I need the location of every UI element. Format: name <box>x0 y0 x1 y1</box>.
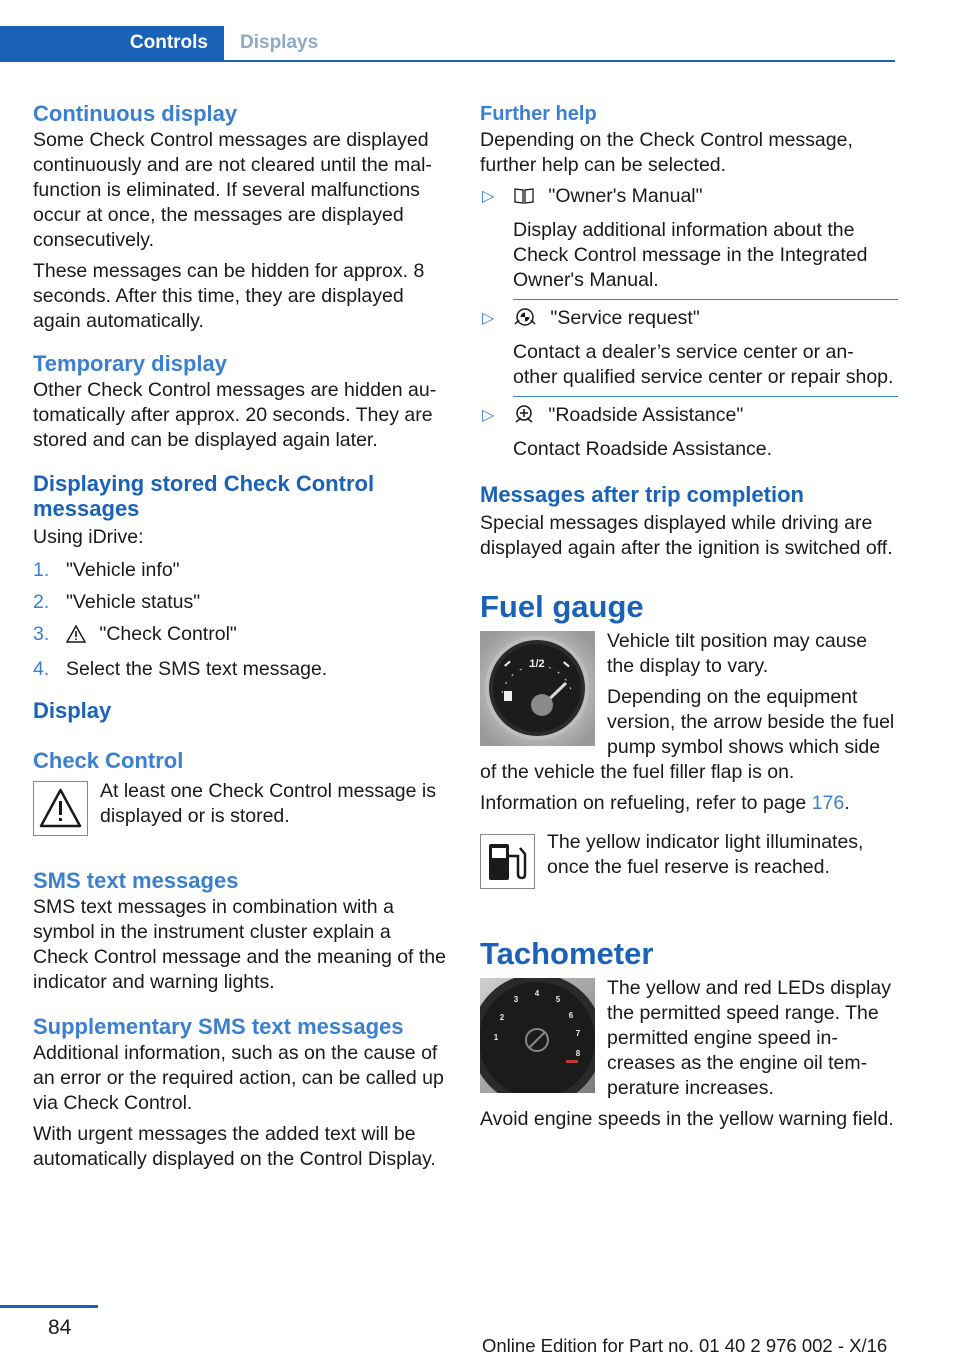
tacho-tick-7: 7 <box>575 1029 581 1038</box>
step-text: "Vehicle info" <box>66 559 180 581</box>
heading-continuous-display: Continuous display <box>33 101 238 126</box>
help-option-description: Display additional information about the Check Control message in the Integrated Owner's Manual. <box>513 219 868 291</box>
heading-further-help: Further help <box>480 103 597 125</box>
step-number: 4. <box>33 658 50 680</box>
heading-messages-after-trip: Messages after trip completion <box>480 482 804 507</box>
step-number: 2. <box>33 591 50 613</box>
tachometer-paragraph-1: The yellow and red LEDs display the permitted speed range. The permitted engine speed in-creases as the engine oil tem-perature increases. <box>607 977 891 1099</box>
trip-paragraph: Special messages displayed while driving are displayed again after the ignition is switched off. <box>480 512 893 559</box>
tachometer-block <box>480 976 898 1107</box>
help-option-description: Contact a dealer’s service center or an-other qualified service center or repair shop. <box>513 341 894 388</box>
tab-displays[interactable]: Displays <box>240 32 319 53</box>
fuel-paragraph-3 <box>480 791 898 816</box>
fuel-pump-icon <box>480 834 535 894</box>
help-option-label: "Roadside Assistance" <box>548 404 744 426</box>
help-option-label: "Service request" <box>550 307 700 329</box>
continuous-paragraph-2: These messages can be hidden for approx. 8 seconds. After this time, they are displayed again automatically. <box>33 260 425 332</box>
tacho-tick-8: 8 <box>575 1049 581 1058</box>
step-text: "Vehicle status" <box>66 591 201 613</box>
help-option-label: "Owner's Manual" <box>548 185 703 207</box>
heading-tachometer: Tachometer <box>480 936 654 971</box>
further-help-paragraph: Depending on the Check Control message, further help can be selected. <box>480 129 853 176</box>
supplementary-paragraph-2: With urgent messages the added text will be automatically displayed on the Control Display. <box>33 1123 436 1170</box>
footer-rule <box>0 1305 98 1308</box>
sms-paragraph: SMS text messages in combination with a symbol in the instrument cluster explain a Check Control message and the meaning of the indicator and warning lights. <box>33 896 446 993</box>
check-control-text: At least one Check Control message is displayed or is stored. <box>100 780 436 827</box>
heading-check-control: Check Control <box>33 748 184 773</box>
fuel-gauge-image <box>480 631 595 751</box>
list-item <box>480 403 898 462</box>
check-control-block <box>33 779 451 845</box>
supplementary-paragraph-1: Additional information, such as on the cause of an error or the required action, can be called up via Check Control. <box>33 1042 444 1114</box>
fuel-gauge-half-label: 1/2 <box>529 658 545 670</box>
header-bar <box>0 26 895 62</box>
list-item <box>33 558 451 583</box>
heading-sms-messages: SMS text messages <box>33 868 239 893</box>
tacho-tick-4: 4 <box>534 989 540 998</box>
help-option-description: Contact Roadside Assistance. <box>513 438 773 460</box>
list-bullet-icon: ▷ <box>482 188 495 205</box>
list-item <box>33 622 451 650</box>
check-control-warning-icon <box>33 781 88 841</box>
help-options-list <box>480 184 898 462</box>
fuel-gauge-block <box>480 629 898 791</box>
tacho-tick-5: 5 <box>555 995 561 1004</box>
tacho-tick-1: 1 <box>493 1033 499 1042</box>
fuel-refuel-text: Information on refueling, refer to page <box>480 792 812 814</box>
fuel-indicator-text: The yellow indicator light illuminates, once the fuel reserve is reached. <box>547 831 864 878</box>
book-icon <box>513 187 535 212</box>
list-item <box>480 306 898 397</box>
step-number: 1. <box>33 559 50 581</box>
tachometer-paragraph-2: Avoid engine speeds in the yellow warning field. <box>480 1108 894 1130</box>
warning-triangle-icon <box>66 625 86 650</box>
heading-supplementary-sms: Supplementary SMS text messages <box>33 1014 404 1039</box>
fuel-paragraph-1: Vehicle tilt position may cause the display to vary. <box>607 630 868 677</box>
stored-steps-list <box>33 558 451 682</box>
list-item <box>33 590 451 615</box>
tacho-tick-2: 2 <box>499 1013 505 1022</box>
continuous-paragraph-1: Some Check Control messages are displayed continuously and are not cleared until the mal-function is eliminated. If several malfunctions occur at once, the messages are displayed consecutively. <box>33 129 432 251</box>
list-bullet-icon: ▷ <box>482 407 495 424</box>
page-176-link[interactable]: 176 <box>811 792 845 814</box>
tab-controls[interactable]: Controls <box>0 26 224 60</box>
fuel-paragraph-2: Depending on the equipment version, the arrow beside the fuel pump symbol shows which side of the vehicle the fuel filler flap is on. <box>480 686 895 783</box>
fuel-refuel-suffix: . <box>844 792 850 814</box>
list-bullet-icon: ▷ <box>482 310 495 327</box>
tacho-tick-3: 3 <box>513 995 519 1004</box>
temporary-paragraph: Other Check Control messages are hidden au-tomatically after approx. 20 seconds. They are stored and can be displayed again later. <box>33 379 437 451</box>
right-column <box>480 100 898 1138</box>
stored-intro: Using iDrive: <box>33 526 144 548</box>
fuel-indicator-block <box>480 830 898 898</box>
page-number: 84 <box>48 1316 72 1339</box>
tacho-tick-6: 6 <box>568 1011 574 1020</box>
heading-fuel-gauge: Fuel gauge <box>480 589 644 624</box>
bmw-service-icon <box>513 307 537 334</box>
step-number: 3. <box>33 623 50 645</box>
left-column <box>33 100 451 1178</box>
heading-temporary-display: Temporary display <box>33 351 227 376</box>
heading-display: Display <box>33 698 112 723</box>
heading-stored-messages: Displaying stored Check Control messages <box>33 471 375 521</box>
list-item <box>33 657 451 682</box>
roadside-icon <box>513 404 535 431</box>
edition-footer: Online Edition for Part no. 01 40 2 976 002 - X/16 <box>482 1335 888 1356</box>
step-text: Select the SMS text message. <box>66 658 328 680</box>
step-text: "Check Control" <box>99 623 237 645</box>
tachometer-image <box>480 978 595 1098</box>
list-item <box>480 184 898 300</box>
